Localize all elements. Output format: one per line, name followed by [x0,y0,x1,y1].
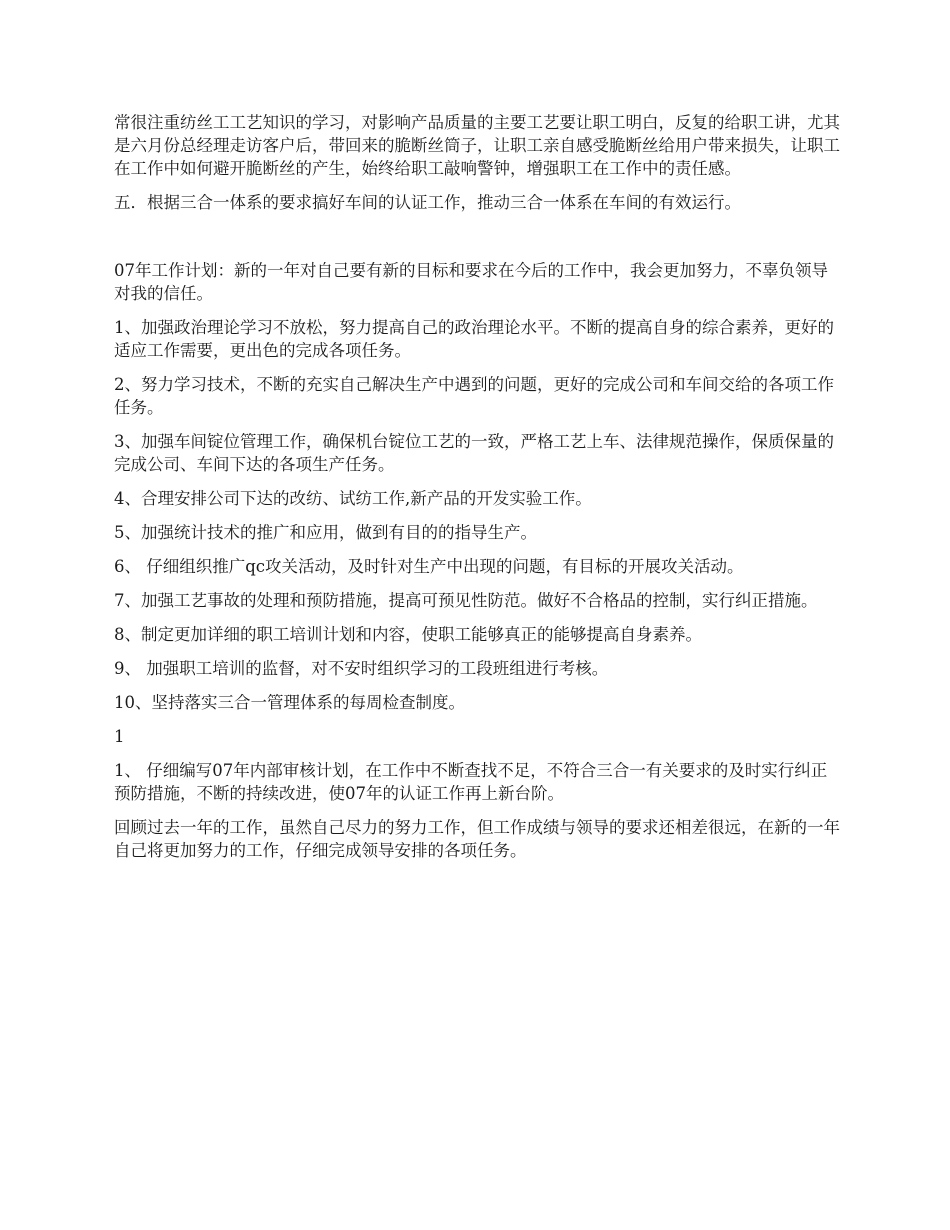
paragraph-conclusion: 回顾过去一年的工作，虽然自己尽力的努力工作，但工作成绩与领导的要求还相差很远，在新的一年自己将更加努力的工作，仔细完成领导安排的各项任务。 [114,818,840,860]
paragraph-training-summary: 常很注重纺丝工工艺知识的学习，对影响产品质量的主要工艺要让职工明白，反复的给职工讲，尤其是六月份总经理走访客户后，带回来的脆断丝筒子，让职工亲自感受脆断丝给用户带来损失，让职工在工作中如何避开脆断丝的产生，始终给职工敲响警钟，增强职工在工作中的责任感。 [114,113,840,178]
section-gap [114,225,842,259]
plan-item-8: 8、制定更加详细的职工培训计划和内容，使职工能够真正的能够提高自身素养。 [114,625,702,644]
plan-item-4: 4、合理安排公司下达的改纺、试纺工作,新产品的开发实验工作。 [114,489,592,508]
plan-item-10: 10、坚持落实三合一管理体系的每周检查制度。 [114,693,465,712]
document-body [114,111,842,873]
plan-item-7: 7、加强工艺事故的处理和预防措施，提高可预见性防范。做好不合格品的控制，实行纠正措施。 [114,591,818,610]
plan-item-5: 5、加强统计技术的推广和应用，做到有目的的指导生产。 [114,523,537,542]
paragraph-certification: 五．根据三合一体系的要求搞好车间的认证工作，推动三合一体系在车间的有效运行。 [114,193,741,212]
plan-item-2: 2、努力学习技术，不断的充实自己解决生产中遇到的问题，更好的完成公司和车间交给的各项工作任务。 [114,375,834,417]
paragraph-plan-intro: 07年工作计划：新的一年对自己要有新的目标和要求在今后的工作中，我会更加努力，不辜负领导对我的信任。 [114,261,828,303]
plan-item-6: 6、 仔细组织推广qc攻关活动，及时针对生产中出现的问题，有目标的开展攻关活动。 [114,557,744,576]
audit-plan-item: 1、 仔细编写07年内部审核计划，在工作中不断查找不足，不符合三合一有关要求的及时实行纠正预防措施，不断的持续改进，使07年的认证工作再上新台阶。 [114,761,828,803]
page-number-marker: 1 [114,727,125,746]
plan-item-3: 3、加强车间锭位管理工作，确保机台锭位工艺的一致，严格工艺上车、法律规范操作，保质保量的完成公司、车间下达的各项生产任务。 [114,432,834,474]
plan-item-9: 9、 加强职工培训的监督，对不安时组织学习的工段班组进行考核。 [114,659,609,678]
plan-item-1: 1、加强政治理论学习不放松，努力提高自己的政治理论水平。不断的提高自身的综合素养，更好的适应工作需要，更出色的完成各项任务。 [114,318,834,360]
